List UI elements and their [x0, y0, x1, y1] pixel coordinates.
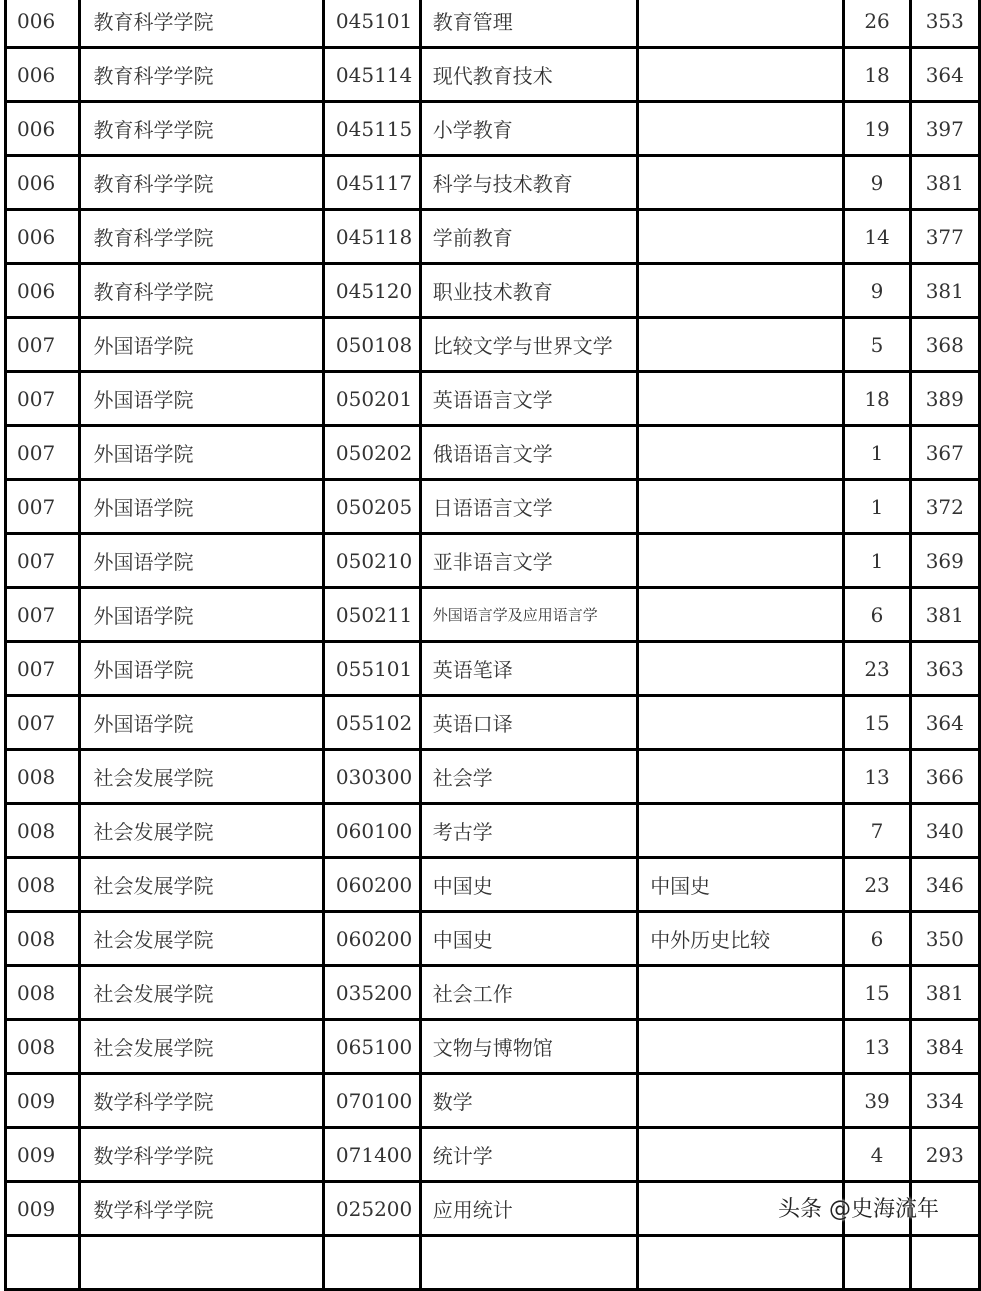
dept-code-cell: 006	[6, 0, 80, 48]
count-cell: 1	[844, 426, 910, 480]
count-cell	[844, 1236, 910, 1290]
major-name-cell: 社会学	[420, 750, 637, 804]
dept-code-cell: 006	[6, 102, 80, 156]
major-code-cell: 070100	[323, 1074, 420, 1128]
dept-code-cell: 008	[6, 1020, 80, 1074]
dept-name-cell: 社会发展学院	[80, 966, 323, 1020]
count-cell: 18	[844, 48, 910, 102]
dept-code-cell: 006	[6, 264, 80, 318]
score-cell: 367	[910, 426, 979, 480]
major-name-cell: 中国史	[420, 858, 637, 912]
table-row	[6, 318, 980, 372]
dept-code-cell: 008	[6, 804, 80, 858]
score-cell: 346	[910, 858, 979, 912]
major-code-cell: 050210	[323, 534, 420, 588]
major-code-cell: 045115	[323, 102, 420, 156]
dept-name-cell	[80, 1236, 323, 1290]
dept-code-cell: 007	[6, 480, 80, 534]
table-row	[6, 210, 980, 264]
direction-cell	[638, 426, 844, 480]
major-code-cell: 055102	[323, 696, 420, 750]
count-cell: 6	[844, 912, 910, 966]
dept-code-cell: 007	[6, 642, 80, 696]
major-code-cell: 045117	[323, 156, 420, 210]
count-cell: 9	[844, 156, 910, 210]
count-cell: 19	[844, 102, 910, 156]
dept-name-cell: 社会发展学院	[80, 804, 323, 858]
dept-code-cell: 007	[6, 696, 80, 750]
table-row	[6, 48, 980, 102]
table-row	[6, 156, 980, 210]
major-name-cell: 科学与技术教育	[420, 156, 637, 210]
direction-cell	[638, 804, 844, 858]
count-cell: 1	[844, 480, 910, 534]
score-cell: 377	[910, 210, 979, 264]
major-name-cell: 中国史	[420, 912, 637, 966]
dept-name-cell: 外国语学院	[80, 372, 323, 426]
major-code-cell: 050205	[323, 480, 420, 534]
dept-name-cell: 外国语学院	[80, 480, 323, 534]
major-code-cell: 045120	[323, 264, 420, 318]
direction-cell	[638, 588, 844, 642]
dept-code-cell: 008	[6, 912, 80, 966]
major-name-cell: 统计学	[420, 1128, 637, 1182]
direction-cell	[638, 48, 844, 102]
dept-name-cell: 社会发展学院	[80, 912, 323, 966]
count-cell: 13	[844, 1020, 910, 1074]
dept-name-cell: 社会发展学院	[80, 1020, 323, 1074]
score-cell: 353	[910, 0, 979, 48]
direction-cell	[638, 102, 844, 156]
count-cell: 39	[844, 1074, 910, 1128]
dept-name-cell: 教育科学学院	[80, 0, 323, 48]
major-name-cell: 日语语言文学	[420, 480, 637, 534]
direction-cell	[638, 642, 844, 696]
major-code-cell	[323, 1236, 420, 1290]
score-cell: 334	[910, 1074, 979, 1128]
dept-code-cell: 007	[6, 318, 80, 372]
major-code-cell: 071400	[323, 1128, 420, 1182]
major-name-cell: 教育管理	[420, 0, 637, 48]
major-code-cell: 035200	[323, 966, 420, 1020]
score-cell: 381	[910, 588, 979, 642]
dept-code-cell: 006	[6, 156, 80, 210]
major-name-cell: 英语口译	[420, 696, 637, 750]
dept-code-cell: 007	[6, 588, 80, 642]
major-name-cell	[420, 1236, 637, 1290]
score-cell: 364	[910, 696, 979, 750]
major-code-cell: 050108	[323, 318, 420, 372]
table-row	[6, 1128, 980, 1182]
direction-cell	[638, 210, 844, 264]
score-cell: 389	[910, 372, 979, 426]
direction-cell	[638, 966, 844, 1020]
count-cell: 5	[844, 318, 910, 372]
major-name-cell: 学前教育	[420, 210, 637, 264]
major-name-cell: 外国语言学及应用语言学	[420, 588, 637, 642]
score-cell: 384	[910, 1020, 979, 1074]
major-name-cell: 数学	[420, 1074, 637, 1128]
dept-name-cell: 教育科学学院	[80, 264, 323, 318]
direction-cell	[638, 1074, 844, 1128]
direction-cell	[638, 750, 844, 804]
major-code-cell: 050202	[323, 426, 420, 480]
dept-code-cell: 008	[6, 858, 80, 912]
count-cell: 26	[844, 0, 910, 48]
dept-name-cell: 数学科学学院	[80, 1128, 323, 1182]
dept-name-cell: 外国语学院	[80, 588, 323, 642]
table-row	[6, 102, 980, 156]
dept-code-cell: 009	[6, 1128, 80, 1182]
dept-code-cell: 007	[6, 372, 80, 426]
score-cell: 293	[910, 1128, 979, 1182]
count-cell: 18	[844, 372, 910, 426]
count-cell: 15	[844, 966, 910, 1020]
table-row	[6, 0, 980, 48]
count-cell: 23	[844, 642, 910, 696]
score-cell	[910, 1236, 979, 1290]
dept-code-cell: 007	[6, 426, 80, 480]
table-row	[6, 1020, 980, 1074]
score-cell: 369	[910, 534, 979, 588]
major-name-cell: 小学教育	[420, 102, 637, 156]
dept-name-cell: 教育科学学院	[80, 156, 323, 210]
score-cell: 350	[910, 912, 979, 966]
table-row	[6, 426, 980, 480]
major-code-cell: 060200	[323, 912, 420, 966]
admission-table	[4, 0, 981, 1291]
major-name-cell: 文物与博物馆	[420, 1020, 637, 1074]
major-code-cell: 055101	[323, 642, 420, 696]
dept-name-cell: 外国语学院	[80, 696, 323, 750]
direction-cell	[638, 696, 844, 750]
dept-name-cell: 外国语学院	[80, 426, 323, 480]
count-cell: 7	[844, 804, 910, 858]
table-row	[6, 642, 980, 696]
direction-cell	[638, 1128, 844, 1182]
count-cell: 1	[844, 534, 910, 588]
major-code-cell: 030300	[323, 750, 420, 804]
table-row	[6, 372, 980, 426]
count-cell: 14	[844, 210, 910, 264]
count-cell: 4	[844, 1128, 910, 1182]
direction-cell	[638, 264, 844, 318]
table-row	[6, 264, 980, 318]
major-name-cell: 比较文学与世界文学	[420, 318, 637, 372]
major-code-cell: 060100	[323, 804, 420, 858]
major-name-cell: 英语语言文学	[420, 372, 637, 426]
major-code-cell: 060200	[323, 858, 420, 912]
major-name-cell: 现代教育技术	[420, 48, 637, 102]
score-cell: 368	[910, 318, 979, 372]
dept-code-cell: 009	[6, 1074, 80, 1128]
count-cell: 9	[844, 264, 910, 318]
major-name-cell: 亚非语言文学	[420, 534, 637, 588]
dept-name-cell: 数学科学学院	[80, 1182, 323, 1236]
table-row	[6, 858, 980, 912]
table-row	[6, 750, 980, 804]
dept-name-cell: 教育科学学院	[80, 102, 323, 156]
dept-code-cell: 006	[6, 48, 80, 102]
dept-name-cell: 社会发展学院	[80, 858, 323, 912]
major-code-cell: 050211	[323, 588, 420, 642]
direction-cell	[638, 0, 844, 48]
direction-cell: 中外历史比较	[638, 912, 844, 966]
score-cell: 397	[910, 102, 979, 156]
score-cell: 372	[910, 480, 979, 534]
table-row	[6, 480, 980, 534]
score-cell: 363	[910, 642, 979, 696]
direction-cell	[638, 156, 844, 210]
major-code-cell: 045101	[323, 0, 420, 48]
score-cell: 381	[910, 966, 979, 1020]
direction-cell	[638, 372, 844, 426]
dept-code-cell: 008	[6, 750, 80, 804]
dept-code-cell: 009	[6, 1182, 80, 1236]
table-row	[6, 696, 980, 750]
count-cell: 6	[844, 588, 910, 642]
major-code-cell: 045114	[323, 48, 420, 102]
major-name-cell: 英语笔译	[420, 642, 637, 696]
major-name-cell: 考古学	[420, 804, 637, 858]
major-code-cell: 025200	[323, 1182, 420, 1236]
dept-name-cell: 外国语学院	[80, 318, 323, 372]
count-cell: 15	[844, 696, 910, 750]
direction-cell	[638, 1236, 844, 1290]
major-code-cell: 065100	[323, 1020, 420, 1074]
score-cell: 364	[910, 48, 979, 102]
dept-name-cell: 外国语学院	[80, 642, 323, 696]
count-cell: 13	[844, 750, 910, 804]
major-name-cell: 应用统计	[420, 1182, 637, 1236]
table-row	[6, 1236, 980, 1290]
table-row	[6, 966, 980, 1020]
direction-cell	[638, 318, 844, 372]
direction-cell	[638, 480, 844, 534]
score-cell: 366	[910, 750, 979, 804]
dept-name-cell: 社会发展学院	[80, 750, 323, 804]
watermark: 头条 @史海流年	[778, 1197, 939, 1222]
dept-code-cell: 008	[6, 966, 80, 1020]
dept-code-cell: 006	[6, 210, 80, 264]
dept-code-cell	[6, 1236, 80, 1290]
dept-name-cell: 数学科学学院	[80, 1074, 323, 1128]
score-cell: 381	[910, 264, 979, 318]
score-cell: 381	[910, 156, 979, 210]
direction-cell	[638, 534, 844, 588]
score-cell: 340	[910, 804, 979, 858]
major-code-cell: 045118	[323, 210, 420, 264]
major-code-cell: 050201	[323, 372, 420, 426]
count-cell: 23	[844, 858, 910, 912]
table-row	[6, 804, 980, 858]
table-row	[6, 912, 980, 966]
table-row	[6, 1074, 980, 1128]
major-name-cell: 俄语语言文学	[420, 426, 637, 480]
direction-cell: 中国史	[638, 858, 844, 912]
major-name-cell: 职业技术教育	[420, 264, 637, 318]
dept-name-cell: 外国语学院	[80, 534, 323, 588]
dept-code-cell: 007	[6, 534, 80, 588]
dept-name-cell: 教育科学学院	[80, 48, 323, 102]
dept-name-cell: 教育科学学院	[80, 210, 323, 264]
direction-cell	[638, 1020, 844, 1074]
major-name-cell: 社会工作	[420, 966, 637, 1020]
table-row	[6, 588, 980, 642]
table-row	[6, 534, 980, 588]
